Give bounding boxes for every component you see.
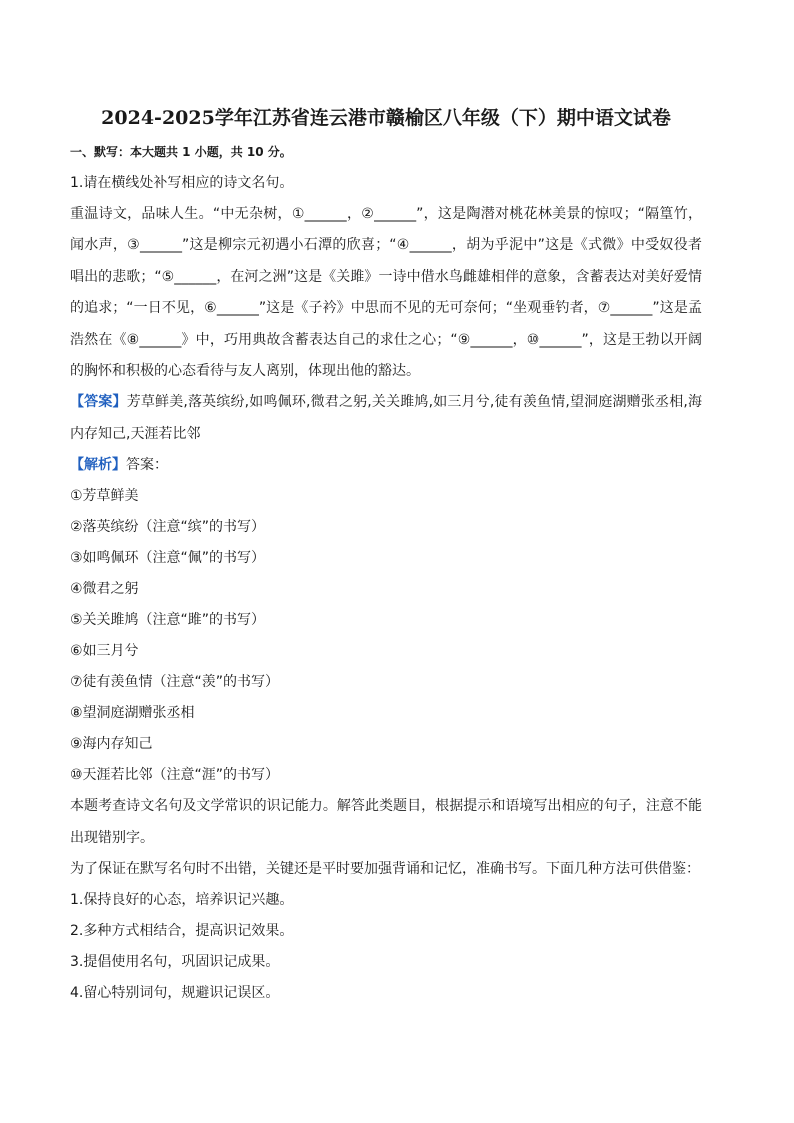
list-item: ④微君之躬 <box>70 581 139 598</box>
method-item: 3.提倡使用名句，巩固识记成果。 <box>70 954 280 971</box>
list-item: ②落英缤纷（注意“缤”的书写） <box>70 519 266 536</box>
analysis-explanation: 本题考查诗文名句及文学常识的识记能力。解答此类题目，根据提示和语境写出相应的句子，注意不能出现错别字。 <box>70 798 702 846</box>
method-item: 4.留心特别词句，规避识记误区。 <box>70 985 280 1002</box>
list-item: ①芳草鲜美 <box>70 488 139 505</box>
analysis-header <box>70 450 702 481</box>
method-list <box>70 885 702 1009</box>
answer-tag: 【答案】 <box>70 394 127 411</box>
method-intro: 为了保证在默写名句时不出错，关键还是平时要加强背诵和记忆，准确书写。下面几种方法可供借鉴： <box>70 861 700 878</box>
question-body: 重温诗文，品味人生。“中无杂树，①______，②______”，这是陶潜对桃花林美景的惊叹；“隔篁竹，闻水声，③______”这是柳宗元初遇小石潭的欣喜；“④______，胡为乎泥中”这是《式微》中受奴役者唱出的悲歌；“⑤______，在河之洲”这是《关雎》一诗中借水鸟雌雄相伴的意象，含蓄表达对美好爱情的追求；“一日不见，⑥______”这是《子衿》中思而不见的无可奈何；“坐观垂钓者，⑦______”这是孟浩然在《⑧______》中，巧用典故含蓄表达自己的求仕之心；“⑨______，⑩______”，这是王勃以开阔的胸怀和积极的心态看待与友人离别，体现出他的豁达。 <box>70 206 702 380</box>
list-item: ⑧望洞庭湖赠张丞相 <box>70 705 195 722</box>
analysis-tag: 【解析】 <box>70 457 126 474</box>
answer-text: 芳草鲜美,落英缤纷,如鸣佩环,微君之躬,关关雎鸠,如三月兮,徒有羡鱼情,望洞庭湖赠张丞相,海内存知己,天涯若比邻 <box>70 394 702 442</box>
list-item: ⑥如三月兮 <box>70 643 139 660</box>
answer-block <box>70 387 702 450</box>
list-item: ⑤关关雎鸠（注意“雎”的书写） <box>70 612 266 629</box>
section-heading: 一、默写：本大题共 1 小题，共 10 分。 <box>70 145 292 159</box>
list-item: ③如鸣佩环（注意“佩”的书写） <box>70 550 266 567</box>
list-item: ⑦徒有羡鱼情（注意“羡”的书写） <box>70 674 280 691</box>
page-title: 2024-2025学年江苏省连云港市赣榆区八年级（下）期中语文试卷 <box>101 107 671 129</box>
analysis-intro: 答案： <box>126 457 168 474</box>
question-prompt: 1.请在横线处补写相应的诗文名句。 <box>70 175 294 191</box>
list-item: ⑨海内存知己 <box>70 736 153 753</box>
answer-list <box>70 481 702 791</box>
method-item: 1.保持良好的心态，培养识记兴趣。 <box>70 892 294 909</box>
method-item: 2.多种方式相结合，提高识记效果。 <box>70 923 294 940</box>
list-item: ⑩天涯若比邻（注意“涯”的书写） <box>70 767 280 784</box>
